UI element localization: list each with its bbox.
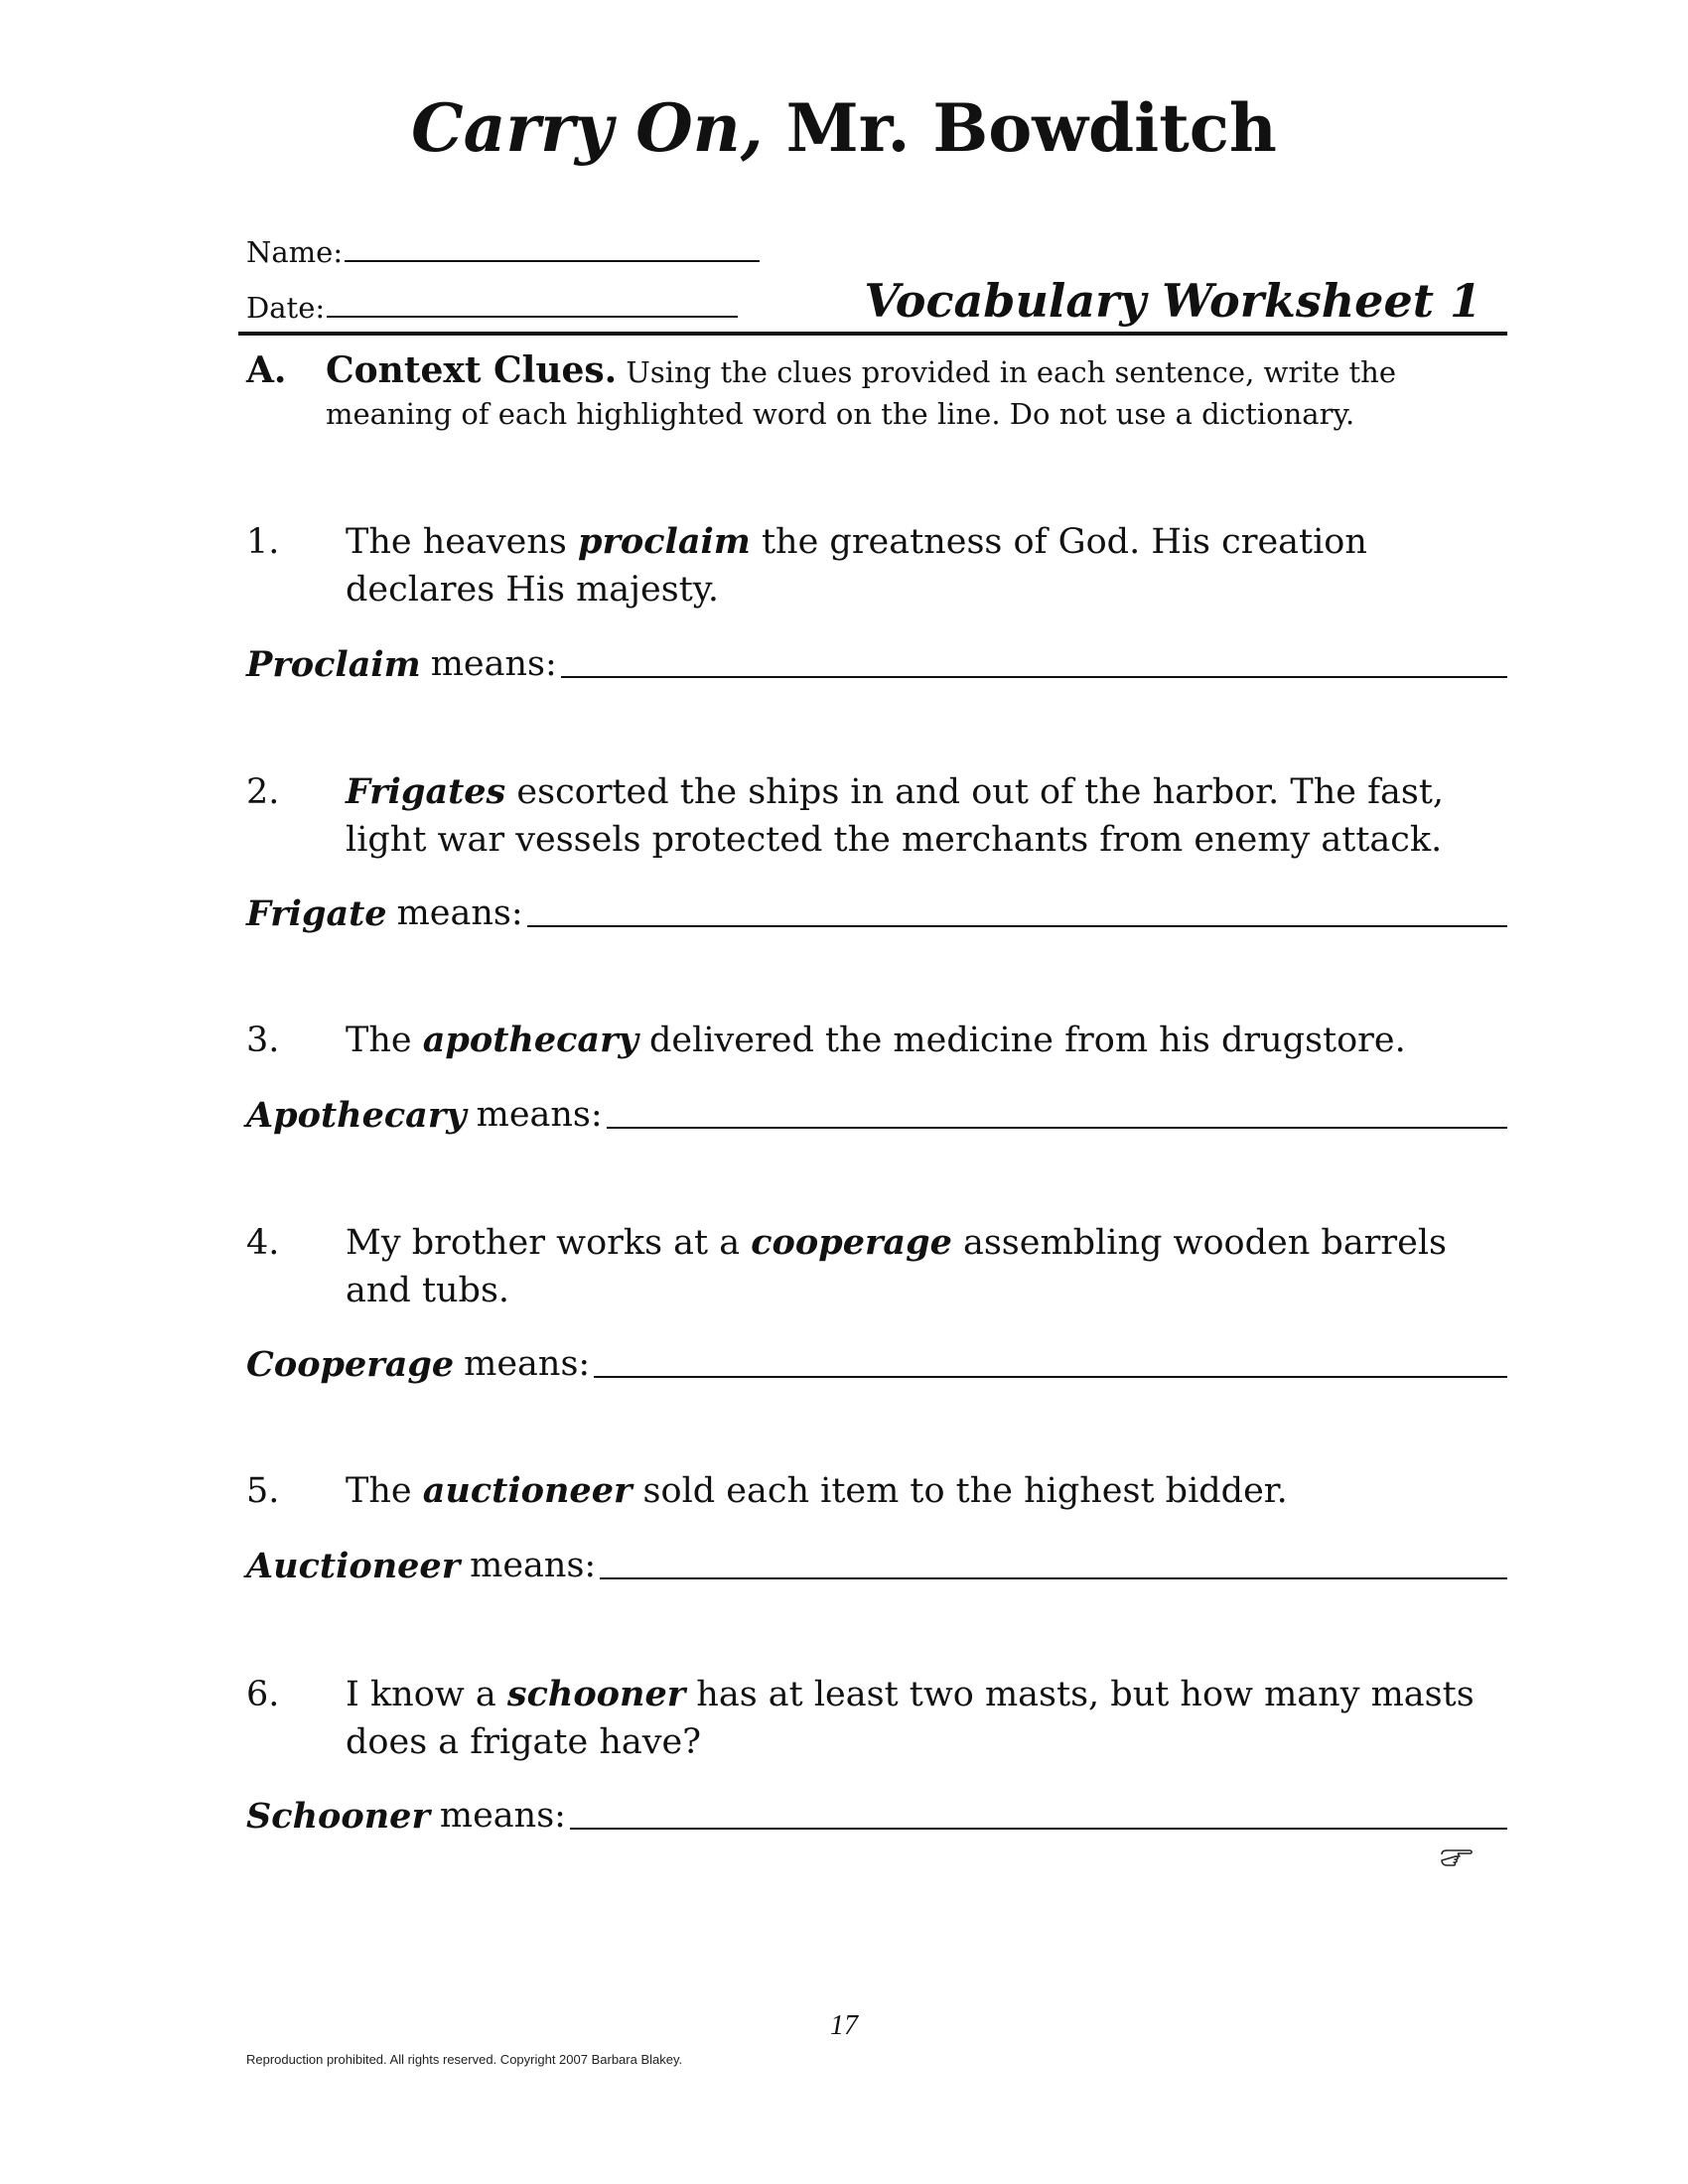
question-number: 5. xyxy=(246,1471,280,1511)
section-letter: A. xyxy=(246,349,287,391)
section-instructions xyxy=(246,349,1497,435)
answer-word: Cooperage xyxy=(246,1344,455,1385)
title-rest: Mr. Bowditch xyxy=(763,89,1277,167)
question-number: 1. xyxy=(246,522,280,562)
answer-row-4 xyxy=(246,1344,1507,1385)
answer-row-5 xyxy=(246,1546,1507,1586)
vocab-word: Frigates xyxy=(346,771,506,812)
answer-word: Apothecary xyxy=(246,1095,467,1136)
date-field[interactable] xyxy=(246,291,738,325)
answer-row-3 xyxy=(246,1095,1507,1136)
name-line[interactable] xyxy=(345,259,760,262)
means-label: means: xyxy=(470,1546,597,1585)
vocab-word: auctioneer xyxy=(422,1470,633,1511)
name-label: Name: xyxy=(246,235,344,269)
answer-word: Proclaim xyxy=(246,644,421,685)
question-text xyxy=(346,1017,1507,1064)
question-number: 4. xyxy=(246,1223,280,1263)
question-text xyxy=(346,1671,1507,1766)
date-line[interactable] xyxy=(327,315,738,318)
means-label: means: xyxy=(476,1095,603,1135)
sentence-before: The xyxy=(346,1021,423,1060)
date-label: Date: xyxy=(246,291,326,325)
question-text xyxy=(346,518,1507,614)
sentence-after: sold each item to the highest bidder. xyxy=(632,1471,1288,1511)
answer-word: Auctioneer xyxy=(246,1546,461,1586)
answer-line[interactable] xyxy=(594,1376,1507,1378)
page-title xyxy=(0,89,1688,167)
sentence-before: I know a xyxy=(346,1675,507,1714)
question-5 xyxy=(246,1467,1507,1515)
question-number: 2. xyxy=(246,772,280,812)
answer-word: Frigate xyxy=(246,893,387,934)
vocab-word: apothecary xyxy=(422,1020,638,1060)
copyright-footer: Reproduction prohibited. All rights reserved. Copyright 2007 Barbara Blakey. xyxy=(246,2052,683,2067)
sentence-before: My brother works at a xyxy=(346,1223,752,1263)
question-2 xyxy=(246,768,1507,864)
sentence-before: The xyxy=(346,1471,423,1511)
name-field[interactable] xyxy=(246,235,760,269)
means-label: means: xyxy=(396,893,523,933)
question-6 xyxy=(246,1671,1507,1766)
instruction-text: Using the clues provided in each sentence, write the meaning of each highlighted word on the line. Do not use a dictionary. xyxy=(326,355,1397,431)
answer-line[interactable] xyxy=(527,925,1507,927)
instruction-body xyxy=(326,349,1497,435)
answer-line[interactable] xyxy=(570,1828,1507,1830)
answer-row-2 xyxy=(246,893,1507,934)
vocab-word: cooperage xyxy=(751,1222,952,1263)
vocab-word: schooner xyxy=(506,1674,686,1714)
question-3 xyxy=(246,1017,1507,1064)
vocab-word: proclaim xyxy=(577,521,751,562)
question-text xyxy=(346,768,1507,864)
question-4 xyxy=(246,1219,1507,1314)
question-1 xyxy=(246,518,1507,614)
question-number: 6. xyxy=(246,1675,280,1714)
page-number: 17 xyxy=(830,2010,858,2041)
title-italic: Carry On, xyxy=(411,89,764,167)
pointing-hand-icon xyxy=(1440,1846,1474,1870)
question-number: 3. xyxy=(246,1021,280,1060)
answer-word: Schooner xyxy=(246,1796,430,1837)
worksheet-subtitle: Vocabulary Worksheet 1 xyxy=(864,274,1481,328)
answer-line[interactable] xyxy=(600,1577,1507,1579)
header-divider xyxy=(238,332,1507,336)
question-text xyxy=(346,1219,1507,1314)
means-label: means: xyxy=(464,1344,591,1384)
sentence-after: escorted the ships in and out of the harbor. The fast, light war vessels protected the merchants from enemy attack. xyxy=(346,772,1445,860)
answer-line[interactable] xyxy=(561,676,1507,678)
sentence-after: assembling wooden barrels and tubs. xyxy=(346,1223,1448,1310)
means-label: means: xyxy=(439,1796,566,1836)
section-heading: Context Clues. xyxy=(326,349,618,391)
sentence-before: The heavens xyxy=(346,522,578,562)
means-label: means: xyxy=(430,644,557,684)
question-text xyxy=(346,1467,1507,1515)
answer-row-6 xyxy=(246,1796,1507,1837)
sentence-after: the greatness of God. His creation declares His majesty. xyxy=(346,522,1367,610)
sentence-after: has at least two masts, but how many masts does a frigate have? xyxy=(346,1675,1475,1762)
answer-line[interactable] xyxy=(607,1127,1507,1129)
answer-row-1 xyxy=(246,644,1507,685)
sentence-after: delivered the medicine from his drugstore. xyxy=(637,1021,1406,1060)
